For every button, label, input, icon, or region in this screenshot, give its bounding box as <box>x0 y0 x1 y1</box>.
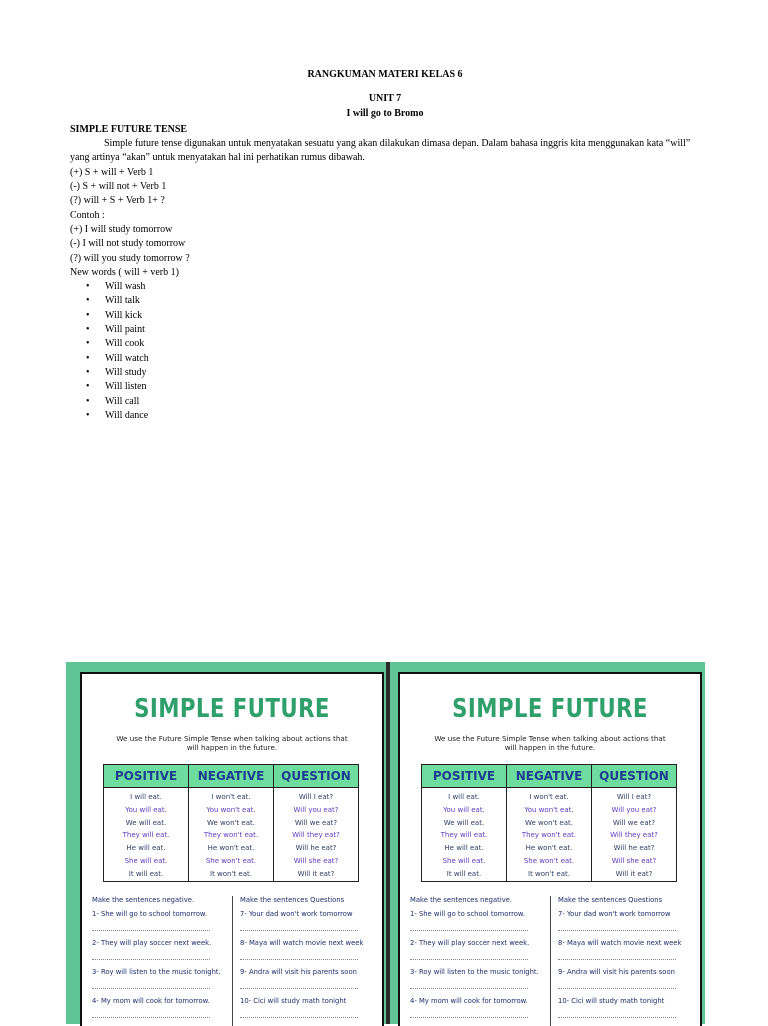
table-cell: Will she eat? <box>293 856 339 865</box>
list-item: • Will talk <box>86 294 700 308</box>
table-cell: Will I eat? <box>616 793 652 801</box>
list-item: • Will kick <box>86 309 700 323</box>
header-positive: POSITIVE <box>104 765 189 788</box>
table-cell: She will eat. <box>124 856 168 865</box>
worksheet-divider <box>386 662 390 1024</box>
unit-number: UNIT 7 <box>368 93 402 105</box>
table-cell: They won't eat. <box>203 831 259 840</box>
list-item: • Will dance <box>86 409 700 423</box>
table-cell: It will eat. <box>128 869 164 878</box>
header-question: QUESTION <box>274 765 359 788</box>
table-cell: Will I eat? <box>298 793 334 801</box>
formula-negative: (-) S + will not + Verb 1 <box>70 181 167 193</box>
worksheet-title: SIMPLE FUTURE <box>134 694 330 724</box>
table-cell: I won't eat. <box>529 793 569 801</box>
list-item: • Will call <box>86 395 700 409</box>
example-negative: (-) I will not study tomorrow <box>70 238 186 250</box>
exercise-item: 2- They will play soccer next week. <box>410 939 530 947</box>
exercise-item: 3- Roy will listen to the music tonight. <box>410 968 539 976</box>
exercise-heading: Make the sentences Questions <box>558 896 663 904</box>
answer-line <box>558 922 676 931</box>
example-question: (?) will you study tomorrow ? <box>70 252 190 264</box>
exercise-item: 9- Andra will visit his parents soon <box>558 968 675 976</box>
table-cell: She won't eat. <box>523 856 575 865</box>
table-cell: It won't eat. <box>210 869 252 878</box>
formula-positive: (+) S + will + Verb 1 <box>70 166 154 178</box>
negative-column <box>189 788 274 882</box>
list-item: • Will listen <box>86 380 700 394</box>
table-cell: He will eat. <box>126 844 166 853</box>
exercise-item: 9- Andra will visit his parents soon <box>240 968 357 976</box>
unit-title: I will go to Bromo <box>346 107 424 119</box>
section-title: SIMPLE FUTURE TENSE <box>70 123 188 135</box>
answer-line <box>410 951 528 960</box>
worksheet-title: SIMPLE FUTURE <box>452 694 648 724</box>
answer-line <box>92 980 210 989</box>
table-cell: She will eat. <box>442 856 486 865</box>
table-cell: Will you eat? <box>293 805 339 814</box>
tense-table <box>103 764 359 882</box>
answer-line <box>410 980 528 989</box>
exercise-item: 1- She will go to school tomorrow. <box>92 910 208 918</box>
question-exercise <box>240 896 380 1026</box>
answer-line <box>240 951 358 960</box>
exercise-item: 7- Your dad won't work tomorrow <box>240 910 353 918</box>
exercise-item: 1- She will go to school tomorrow. <box>410 910 526 918</box>
exercise-item: 4- My mom will cook for tomorrow. <box>410 997 528 1005</box>
table-cell: Will he eat? <box>613 844 655 853</box>
exercise-item: 10- Cici will study math tonight <box>240 997 347 1005</box>
table-cell: Will it eat? <box>297 869 335 878</box>
worksheet-right <box>398 672 702 1026</box>
answer-line <box>92 922 210 931</box>
table-cell: Will we eat? <box>294 818 338 827</box>
new-words-label: New words ( will + verb 1) <box>70 266 179 278</box>
intro-paragraph: Simple future tense digunakan untuk menyatakan sesuatu yang akan dilakukan dimasa depan. Dalam bahasa inggris kita menggunakan kata “will” yang artinya “akan” untuk menyatakan hal ini perhatikan rumus dibawah. <box>70 138 691 164</box>
positive-column <box>422 788 507 882</box>
answer-line <box>240 1009 358 1018</box>
question-column <box>274 788 359 882</box>
table-cell: We won't eat. <box>207 818 255 827</box>
header-positive: POSITIVE <box>422 765 507 788</box>
list-item: • Will cook <box>86 337 700 351</box>
new-words-list <box>70 280 700 423</box>
table-cell: It won't eat. <box>528 869 570 878</box>
exercise-heading: Make the sentences negative. <box>92 896 195 904</box>
doc-header: RANGKUMAN MATERI KELAS 6 <box>307 69 463 80</box>
table-cell: Will they eat? <box>610 831 658 840</box>
exercise-item: 8- Maya will watch movie next week <box>240 939 364 947</box>
answer-line <box>240 922 358 931</box>
document-body <box>70 68 700 423</box>
table-cell: I won't eat. <box>211 793 251 801</box>
formula-question: (?) will + S + Verb 1+ ? <box>70 195 165 207</box>
example-positive: (+) I will study tomorrow <box>70 223 173 235</box>
table-cell: I will eat. <box>130 793 162 801</box>
worksheet-subtitle: We use the Future Simple Tense when talking about actions that will happen in the future. <box>434 734 666 752</box>
table-cell: Will we eat? <box>612 818 656 827</box>
exercise-item: 2- They will play soccer next week. <box>92 939 212 947</box>
exercise-item: 10- Cici will study math tonight <box>558 997 665 1005</box>
exercise-item: 3- Roy will listen to the music tonight. <box>92 968 221 976</box>
table-cell: They will eat. <box>440 831 488 840</box>
table-cell: You will eat. <box>125 805 167 814</box>
table-cell: You will eat. <box>443 805 485 814</box>
answer-line <box>410 1009 528 1018</box>
table-cell: We will eat. <box>125 818 167 827</box>
table-cell: You won't eat. <box>206 805 256 814</box>
header-negative: NEGATIVE <box>189 765 274 788</box>
table-cell: Will you eat? <box>611 805 657 814</box>
table-cell: Will he eat? <box>295 844 337 853</box>
tense-table <box>421 764 677 882</box>
answer-line <box>558 951 676 960</box>
exercise-heading: Make the sentences Questions <box>240 896 345 904</box>
table-cell: Will it eat? <box>615 869 653 878</box>
answer-line <box>558 980 676 989</box>
table-cell: I will eat. <box>448 793 480 801</box>
worksheet-subtitle: We use the Future Simple Tense when talking about actions that will happen in the future. <box>116 734 348 752</box>
answer-line <box>558 1009 676 1018</box>
answer-line <box>92 1009 210 1018</box>
exercise-item: 8- Maya will watch movie next week <box>558 939 682 947</box>
table-cell: You won't eat. <box>524 805 574 814</box>
table-cell: He won't eat. <box>207 844 255 853</box>
table-cell: He won't eat. <box>525 844 573 853</box>
contoh-label: Contoh : <box>70 209 105 221</box>
table-cell: We won't eat. <box>525 818 573 827</box>
list-item: • Will paint <box>86 323 700 337</box>
answer-line <box>240 980 358 989</box>
table-cell: They won't eat. <box>521 831 577 840</box>
answer-line <box>92 951 210 960</box>
table-cell: They will eat. <box>122 831 170 840</box>
exercise-item: 4- My mom will cook for tomorrow. <box>92 997 210 1005</box>
list-item: • Will watch <box>86 352 700 366</box>
header-question: QUESTION <box>592 765 677 788</box>
answer-line <box>410 922 528 931</box>
header-negative: NEGATIVE <box>507 765 592 788</box>
negative-column <box>507 788 592 882</box>
list-item: • Will study <box>86 366 700 380</box>
table-cell: We will eat. <box>443 818 485 827</box>
exercise-divider <box>232 896 233 1026</box>
table-cell: It will eat. <box>446 869 482 878</box>
worksheet-left <box>80 672 384 1026</box>
question-exercise <box>558 896 698 1026</box>
negative-exercise <box>92 896 227 1026</box>
table-cell: Will she eat? <box>611 856 657 865</box>
negative-exercise <box>410 896 545 1026</box>
list-item: • Will wash <box>86 280 700 294</box>
table-cell: She won't eat. <box>205 856 257 865</box>
exercise-item: 7- Your dad won't work tomorrow <box>558 910 671 918</box>
table-cell: He will eat. <box>444 844 484 853</box>
table-cell: Will they eat? <box>292 831 340 840</box>
exercise-divider <box>550 896 551 1026</box>
question-column <box>592 788 677 882</box>
positive-column <box>104 788 189 882</box>
exercise-heading: Make the sentences negative. <box>410 896 513 904</box>
